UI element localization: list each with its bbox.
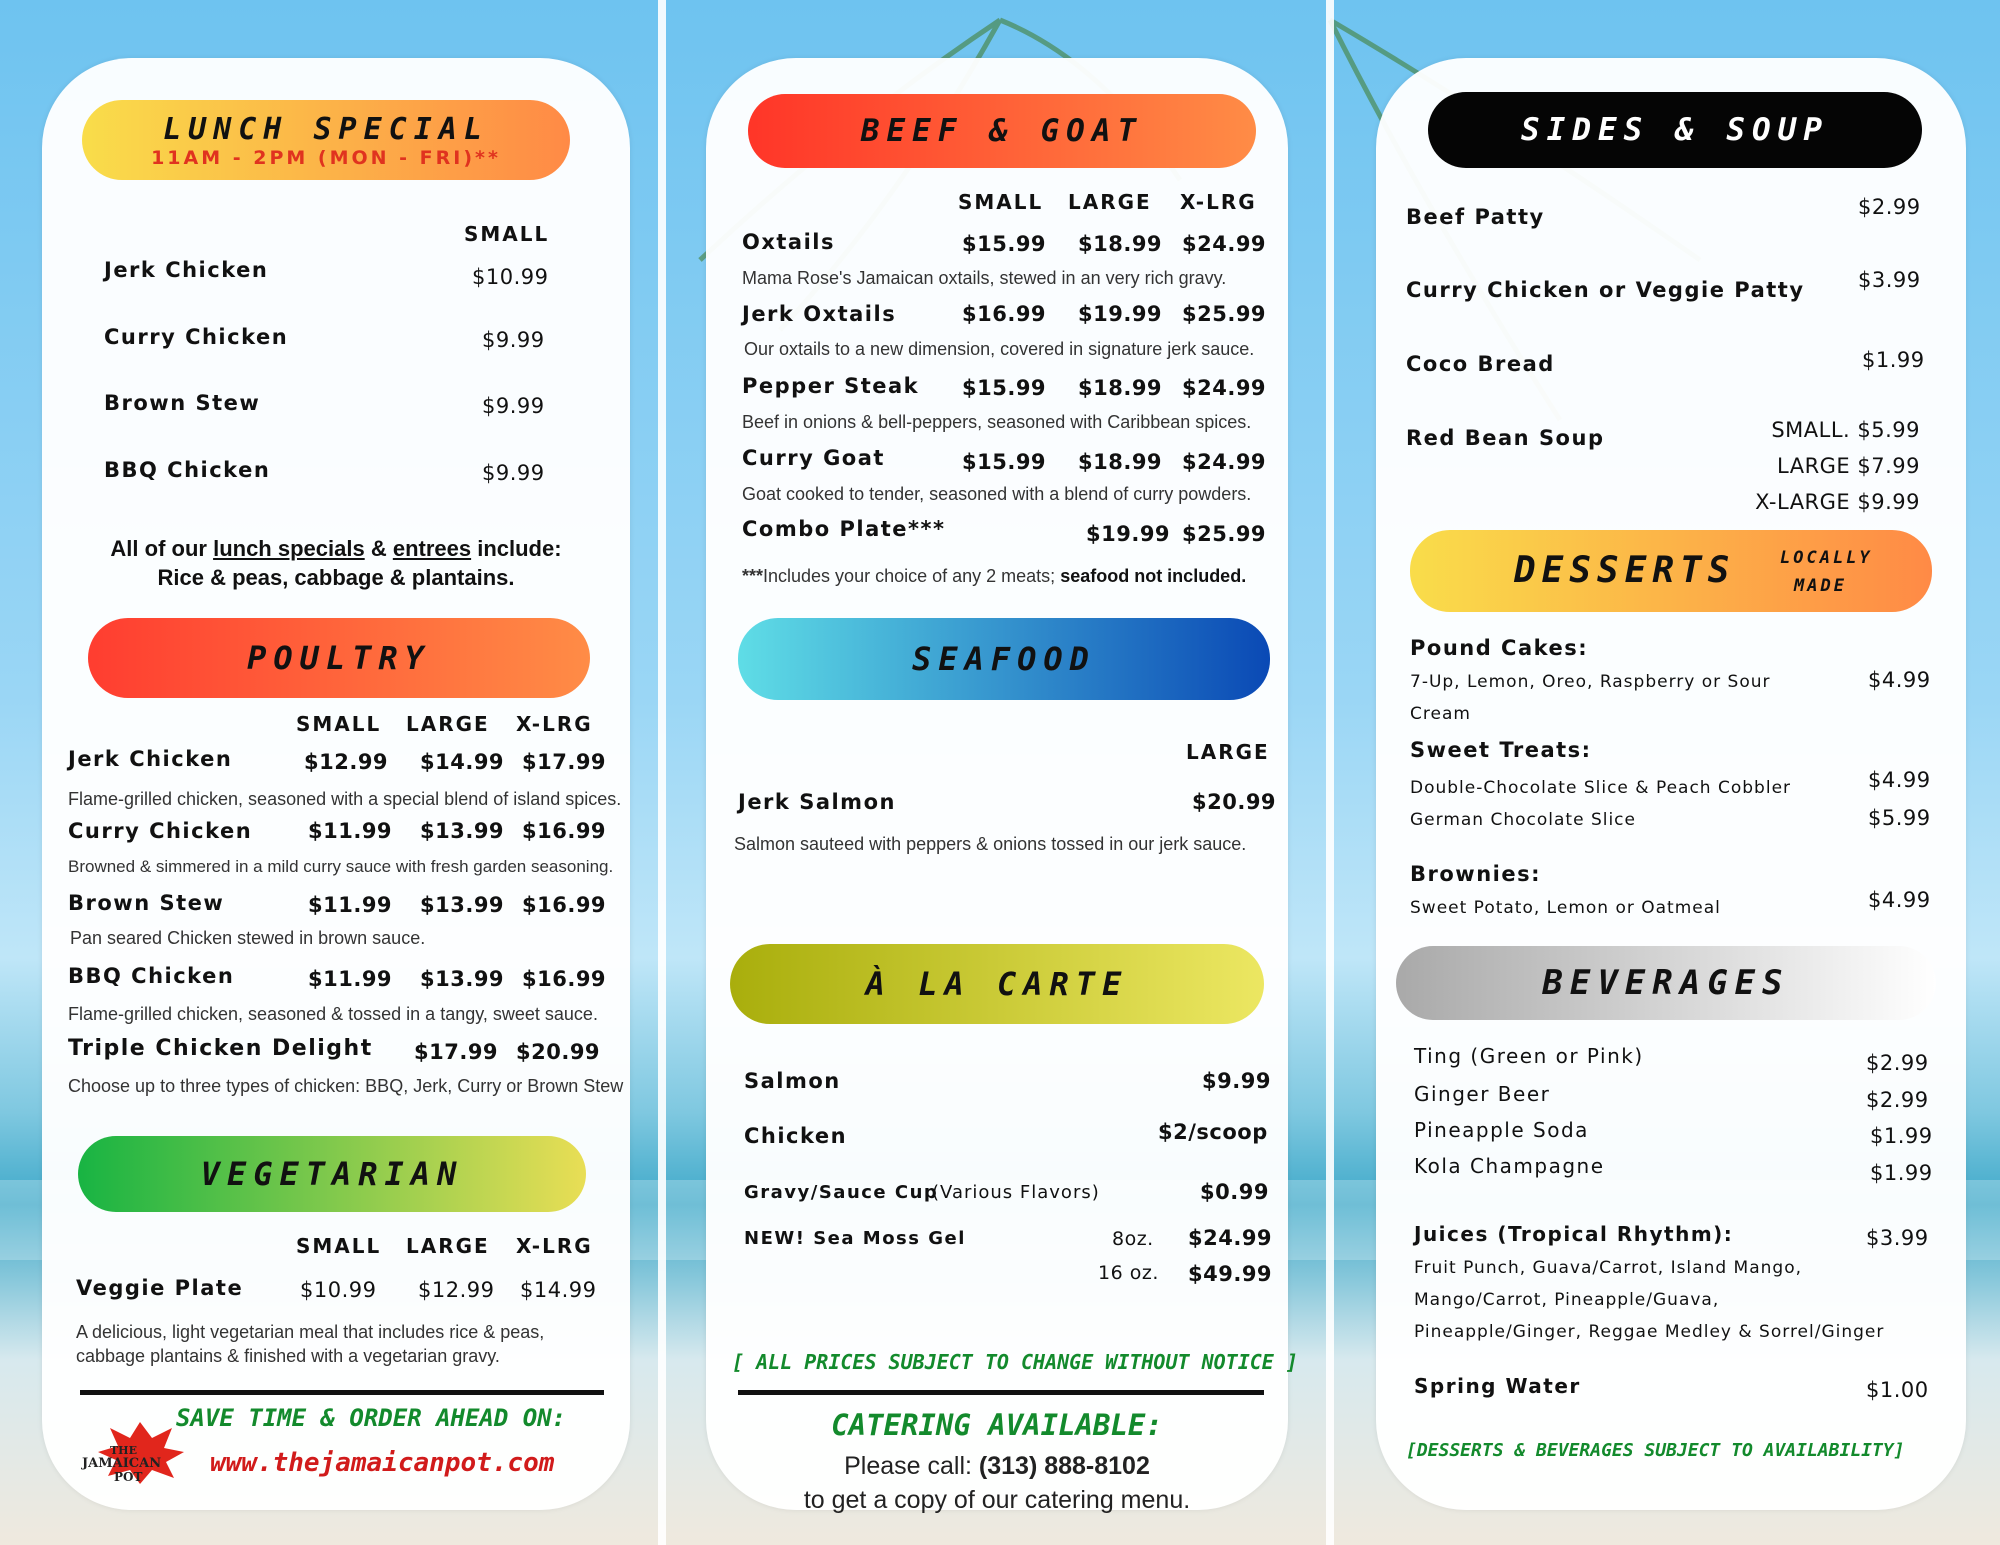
lunch-note bbox=[42, 534, 630, 592]
desserts-title: DESSERTS bbox=[1514, 550, 1736, 591]
logo-line3: POT bbox=[114, 1470, 143, 1484]
beef-item-desc: Mama Rose's Jamaican oxtails, stewed in an very rich gravy. bbox=[742, 268, 1227, 288]
pound-cakes-desc: Cream bbox=[1410, 704, 1471, 724]
veg-col-xlrg: X-LRG bbox=[516, 1234, 593, 1258]
poultry-item-name: Jerk Chicken bbox=[68, 747, 233, 771]
availability-notice: [DESSERTS & BEVERAGES SUBJECT TO AVAILABILITY] bbox=[1406, 1440, 1905, 1461]
alacarte-item-price: $2/scoop bbox=[1158, 1120, 1268, 1144]
poultry-title: POULTRY bbox=[247, 639, 431, 677]
sides-soup-title: SIDES & SOUP bbox=[1521, 112, 1829, 148]
veggie-price-large: $12.99 bbox=[418, 1278, 495, 1302]
lunch-item-price: $9.99 bbox=[482, 394, 545, 418]
beef-item-name: Jerk Oxtails bbox=[742, 302, 897, 326]
sides-item-price: $1.99 bbox=[1862, 348, 1925, 372]
lunch-note-text: All of our bbox=[110, 536, 214, 561]
alacarte-title: À LA CARTE bbox=[865, 965, 1129, 1003]
lunch-hours: 11AM - 2PM (MON - FRI)** bbox=[151, 146, 501, 169]
juices-flavors: Fruit Punch, Guava/Carrot, Island Mango, bbox=[1414, 1258, 1803, 1278]
alacarte-item-name: Salmon bbox=[744, 1069, 841, 1093]
jerk-salmon-price: $20.99 bbox=[1192, 790, 1277, 814]
poultry-price-large: $13.99 bbox=[420, 819, 505, 843]
gravy-cup-note: (Various Flavors) bbox=[932, 1182, 1100, 1203]
lunch-item-price: $10.99 bbox=[472, 265, 549, 289]
poultry-price-small: $11.99 bbox=[308, 893, 393, 917]
beef-goat-header bbox=[748, 94, 1256, 168]
desserts-tag-line1: LOCALLY bbox=[1780, 548, 1873, 568]
beverages-header bbox=[1396, 946, 1936, 1020]
sweet-treats-item: German Chocolate Slice bbox=[1410, 810, 1636, 830]
order-ahead-headline: SAVE TIME & ORDER AHEAD ON: bbox=[176, 1404, 567, 1432]
jerk-salmon-desc: Salmon sauteed with peppers & onions tossed in our jerk sauce. bbox=[734, 834, 1247, 854]
poultry-item-desc: Flame-grilled chicken, seasoned with a special blend of island spices. bbox=[68, 789, 622, 809]
beverage-name: Kola Champagne bbox=[1414, 1154, 1605, 1178]
sides-item-name: Beef Patty bbox=[1406, 205, 1545, 229]
pound-cakes-desc: 7-Up, Lemon, Oreo, Raspberry or Sour bbox=[1410, 672, 1771, 692]
middle-divider bbox=[738, 1390, 1264, 1395]
poultry-triple-desc: Choose up to three types of chicken: BBQ, Jerk, Curry or Brown Stew bbox=[68, 1076, 624, 1096]
lunch-specials-link[interactable]: lunch specials bbox=[213, 536, 365, 561]
beef-item-desc: Beef in onions & bell-peppers, seasoned with Caribbean spices. bbox=[742, 412, 1252, 432]
lunch-item-name: Brown Stew bbox=[104, 391, 261, 415]
poultry-price-large: $13.99 bbox=[420, 967, 505, 991]
soup-price-xlarge: X-LARGE $9.99 bbox=[1755, 490, 1920, 514]
desserts-tag-line2: MADE bbox=[1794, 576, 1847, 596]
brownies-desc: Sweet Potato, Lemon or Oatmeal bbox=[1410, 898, 1721, 918]
sides-item-name: Coco Bread bbox=[1406, 352, 1555, 376]
pound-cakes-price: $4.99 bbox=[1868, 668, 1931, 692]
desserts-header bbox=[1410, 530, 1932, 612]
lunch-note-text: include: bbox=[471, 536, 562, 561]
beef-item-name: Curry Goat bbox=[742, 446, 885, 470]
logo-line1: THE bbox=[110, 1444, 137, 1457]
poultry-item-desc: Flame-grilled chicken, seasoned & tossed in a tangy, sweet sauce. bbox=[68, 1004, 598, 1024]
logo-line2: JAMAICAN bbox=[82, 1456, 162, 1471]
veggie-desc: A delicious, light vegetarian meal that includes rice & peas, bbox=[76, 1322, 545, 1342]
veggie-desc: cabbage plantains & finished with a vegetarian gravy. bbox=[76, 1346, 500, 1366]
poultry-header bbox=[88, 618, 590, 698]
beef-price-xlrg: $24.99 bbox=[1182, 376, 1267, 400]
poultry-price-xlrg: $16.99 bbox=[522, 967, 607, 991]
lunch-item-price: $9.99 bbox=[482, 328, 545, 352]
beef-col-xlrg: X-LRG bbox=[1180, 190, 1257, 214]
seafood-title: SEAFOOD bbox=[912, 640, 1096, 678]
veggie-price-xlrg: $14.99 bbox=[520, 1278, 597, 1302]
poultry-item-name: Brown Stew bbox=[68, 891, 225, 915]
beverage-price: $1.99 bbox=[1870, 1124, 1933, 1148]
beverage-price: $2.99 bbox=[1866, 1051, 1929, 1075]
gravy-cup-price: $0.99 bbox=[1200, 1180, 1269, 1204]
lunch-item-name: BBQ Chicken bbox=[104, 458, 271, 482]
catering-call bbox=[706, 1452, 1288, 1481]
sweet-treats-name: Sweet Treats: bbox=[1410, 738, 1592, 762]
poultry-price-large: $14.99 bbox=[420, 750, 505, 774]
sweet-treats-item: Double-Chocolate Slice & Peach Cobbler bbox=[1410, 778, 1792, 798]
poultry-item-desc: Pan seared Chicken stewed in brown sauce. bbox=[70, 928, 426, 948]
lunch-item-price: $9.99 bbox=[482, 461, 545, 485]
poultry-price-small: $11.99 bbox=[308, 967, 393, 991]
beverage-name: Ting (Green or Pink) bbox=[1414, 1044, 1644, 1068]
brownies-price: $4.99 bbox=[1868, 888, 1931, 912]
beef-price-xlrg: $24.99 bbox=[1182, 232, 1267, 256]
combo-price-large: $19.99 bbox=[1086, 522, 1171, 546]
beef-price-small: $16.99 bbox=[962, 302, 1047, 326]
lunch-item-name: Jerk Chicken bbox=[104, 258, 269, 282]
beef-item-name: Pepper Steak bbox=[742, 374, 920, 398]
veggie-price-small: $10.99 bbox=[300, 1278, 377, 1302]
spring-water-price: $1.00 bbox=[1866, 1378, 1929, 1402]
juices-flavors: Mango/Carrot, Pineapple/Guava, bbox=[1414, 1290, 1720, 1310]
poultry-price-xlrg: $17.99 bbox=[522, 750, 607, 774]
combo-price-xlrg: $25.99 bbox=[1182, 522, 1267, 546]
poultry-col-large: LARGE bbox=[406, 712, 490, 736]
panel-divider bbox=[1326, 0, 1334, 1545]
veggie-plate-name: Veggie Plate bbox=[76, 1276, 244, 1300]
price-change-notice: [ ALL PRICES SUBJECT TO CHANGE WITHOUT NOTICE ] bbox=[732, 1350, 1298, 1374]
poultry-triple-name: Triple Chicken Delight bbox=[68, 1036, 373, 1061]
red-bean-soup-name: Red Bean Soup bbox=[1406, 426, 1605, 450]
beverage-name: Pineapple Soda bbox=[1414, 1118, 1589, 1142]
sea-moss-price1: $24.99 bbox=[1188, 1226, 1273, 1250]
poultry-price-small: $11.99 bbox=[308, 819, 393, 843]
catering-line2: to get a copy of our catering menu. bbox=[803, 1486, 1191, 1514]
veg-col-large: LARGE bbox=[406, 1234, 490, 1258]
website-link[interactable]: www.thejamaicanpot.com bbox=[210, 1448, 555, 1478]
veg-col-small: SMALL bbox=[296, 1234, 382, 1258]
beef-item-desc: Our oxtails to a new dimension, covered in signature jerk sauce. bbox=[744, 339, 1255, 359]
poultry-item-desc: Browned & simmered in a mild curry sauce with fresh garden seasoning. bbox=[68, 857, 614, 876]
combo-plate-name: Combo Plate*** bbox=[742, 517, 946, 541]
sides-item-name: Curry Chicken or Veggie Patty bbox=[1406, 278, 1805, 302]
beverages-title: BEVERAGES bbox=[1542, 963, 1790, 1003]
beef-item-name: Oxtails bbox=[742, 230, 836, 254]
sweet-treats-price: $5.99 bbox=[1868, 806, 1931, 830]
combo-note-text: Includes your choice of any 2 meats; bbox=[763, 566, 1061, 586]
juices-flavors: Pineapple/Ginger, Reggae Medley & Sorrel/Ginger bbox=[1414, 1322, 1885, 1342]
lunch-item-name: Curry Chicken bbox=[104, 325, 289, 349]
beef-price-large: $18.99 bbox=[1078, 376, 1163, 400]
catering-headline: CATERING AVAILABLE: bbox=[831, 1408, 1163, 1442]
seafood-header bbox=[738, 618, 1270, 700]
sea-moss-size2: 16 oz. bbox=[1098, 1262, 1159, 1284]
poultry-item-name: Curry Chicken bbox=[68, 819, 253, 843]
beef-col-large: LARGE bbox=[1068, 190, 1152, 214]
poultry-item-name: BBQ Chicken bbox=[68, 964, 235, 988]
juices-price: $3.99 bbox=[1866, 1226, 1929, 1250]
lunch-special-header bbox=[82, 100, 570, 180]
sea-moss-size1: 8oz. bbox=[1112, 1228, 1154, 1250]
beef-price-large: $19.99 bbox=[1078, 302, 1163, 326]
lunch-special-title: LUNCH SPECIAL bbox=[163, 111, 489, 147]
vegetarian-header bbox=[78, 1136, 586, 1212]
sides-soup-header bbox=[1428, 92, 1922, 168]
poultry-price-xlrg: $16.99 bbox=[522, 819, 607, 843]
lunch-note-line2: Rice & peas, cabbage & plantains. bbox=[157, 565, 515, 590]
pound-cakes-name: Pound Cakes: bbox=[1410, 636, 1589, 660]
beef-price-large: $18.99 bbox=[1078, 232, 1163, 256]
lunch-note-text: & bbox=[364, 536, 393, 561]
alacarte-item-price: $9.99 bbox=[1202, 1069, 1271, 1093]
poultry-triple-large: $17.99 bbox=[414, 1040, 499, 1064]
alacarte-header bbox=[730, 944, 1264, 1024]
soup-price-small: SMALL. $5.99 bbox=[1771, 418, 1920, 442]
beverage-price: $1.99 bbox=[1870, 1161, 1933, 1185]
alacarte-item-name: Chicken bbox=[744, 1124, 848, 1148]
poultry-triple-xlrg: $20.99 bbox=[516, 1040, 601, 1064]
poultry-col-small: SMALL bbox=[296, 712, 382, 736]
beef-price-xlrg: $25.99 bbox=[1182, 302, 1267, 326]
beverage-price: $2.99 bbox=[1866, 1088, 1929, 1112]
entrees-link[interactable]: entrees bbox=[392, 536, 472, 561]
beef-item-desc: Goat cooked to tender, seasoned with a blend of curry powders. bbox=[742, 484, 1252, 504]
poultry-price-small: $12.99 bbox=[304, 750, 389, 774]
jerk-salmon-name: Jerk Salmon bbox=[738, 790, 896, 814]
panel-divider bbox=[658, 0, 666, 1545]
poultry-price-large: $13.99 bbox=[420, 893, 505, 917]
combo-note-bold: seafood not included. bbox=[1060, 566, 1247, 586]
lunch-col-small: SMALL bbox=[464, 222, 550, 246]
sea-moss-price2: $49.99 bbox=[1188, 1262, 1273, 1286]
beverage-name: Ginger Beer bbox=[1414, 1082, 1551, 1106]
sea-moss-name: NEW! Sea Moss Gel bbox=[744, 1228, 966, 1249]
beef-price-small: $15.99 bbox=[962, 450, 1047, 474]
combo-note-stars: *** bbox=[742, 566, 764, 586]
sweet-treats-price: $4.99 bbox=[1868, 768, 1931, 792]
catering-call-text: Please call: bbox=[844, 1452, 979, 1480]
brownies-name: Brownies: bbox=[1410, 862, 1541, 886]
beef-price-small: $15.99 bbox=[962, 376, 1047, 400]
sides-item-price: $3.99 bbox=[1858, 268, 1921, 292]
poultry-col-xlrg: X-LRG bbox=[516, 712, 593, 736]
catering-phone[interactable]: (313) 888-8102 bbox=[978, 1452, 1150, 1480]
beef-price-large: $18.99 bbox=[1078, 450, 1163, 474]
beef-price-xlrg: $24.99 bbox=[1182, 450, 1267, 474]
poultry-price-xlrg: $16.99 bbox=[522, 893, 607, 917]
gravy-cup-name: Gravy/Sauce Cup bbox=[744, 1182, 939, 1203]
seafood-col-large: LARGE bbox=[1186, 740, 1270, 764]
soup-price-large: LARGE $7.99 bbox=[1777, 454, 1920, 478]
beef-price-small: $15.99 bbox=[962, 232, 1047, 256]
beef-goat-title: BEEF & GOAT bbox=[860, 113, 1144, 149]
spring-water-name: Spring Water bbox=[1414, 1374, 1581, 1398]
vegetarian-title: VEGETARIAN bbox=[200, 1155, 464, 1193]
beef-col-small: SMALL bbox=[958, 190, 1044, 214]
left-divider bbox=[80, 1390, 604, 1395]
sides-item-price: $2.99 bbox=[1858, 195, 1921, 219]
combo-note bbox=[742, 566, 1246, 587]
juices-name: Juices (Tropical Rhythm): bbox=[1414, 1222, 1734, 1246]
